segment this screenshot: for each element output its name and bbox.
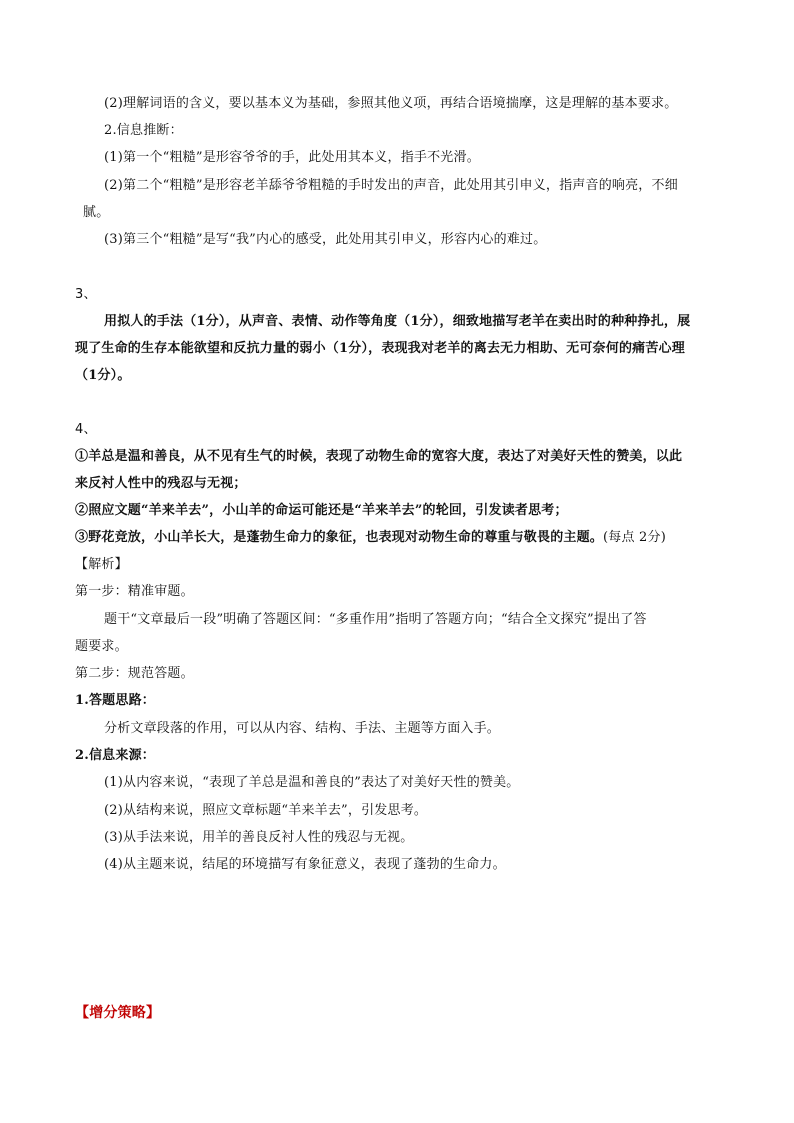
answer-approach-title: 1.答题思路： <box>75 693 155 708</box>
inference-item-1: (1)第一个“粗糙”是形容爷爷的手，此处用其本义，指手不光滑。 <box>104 150 480 165</box>
inference-item-2-line2: 腻。 <box>83 205 110 220</box>
info-source-item-2: (2)从结构来说，照应文章标题“羊来羊去”，引发思考。 <box>104 803 428 818</box>
analysis-title: 【解析】 <box>75 557 128 572</box>
analysis-step-2: 第二步：规范答题。 <box>75 666 194 681</box>
analysis-step-1-text-line1: 题干“文章最后一段”明确了答题区间：“多重作用”指明了答题方向；“结合全文探究”提出了答 <box>104 612 647 627</box>
question-3-number: 3、 <box>75 287 97 302</box>
question-4-answer-line3: ②照应文题“羊来羊去”，小山羊的命运可能还是“羊来羊去”的轮回，引发读者思考； <box>75 503 568 518</box>
question-4-answer-line1: ①羊总是温和善良，从不见有生气的时候，表现了动物生命的宽容大度，表达了对美好天性的赞美，以此 <box>75 449 683 464</box>
inference-item-3: (3)第三个“粗糙”是写“我”内心的感受，此处用其引申义，形容内心的难过。 <box>104 232 547 247</box>
question-3-answer-line3: （1分）。 <box>75 368 131 383</box>
info-source-item-4: (4)从主题来说，结尾的环境描写有象征意义，表现了蓬勃的生命力。 <box>104 857 506 872</box>
info-source-title: 2.信息来源： <box>75 748 155 763</box>
score-note: (每点 2分) <box>603 530 666 545</box>
analysis-step-1-text-line2: 题要求。 <box>75 639 128 654</box>
info-source-item-1: (1)从内容来说，“表现了羊总是温和善良的”表达了对美好天性的赞美。 <box>104 775 520 790</box>
paragraph-understanding-meaning: (2)理解词语的含义，要以基本义为基础，参照其他义项，再结合语境揣摩，这是理解的基本要求。 <box>104 96 678 111</box>
info-source-item-3: (3)从手法来说，用羊的善良反衬人性的残忍与无视。 <box>104 830 414 845</box>
question-4-answer-line2: 来反衬人性中的残忍与无视； <box>75 476 247 491</box>
score-strategy-heading: 【增分策略】 <box>75 1005 161 1021</box>
answer-approach-text: 分析文章段落的作用，可以从内容、结构、手法、主题等方面入手。 <box>104 721 501 736</box>
question-4-answer-line4 <box>75 530 666 546</box>
question-3-answer-line1: 用拟人的手法（1分），从声音、表情、动作等角度（1分），细致地描写老羊在卖出时的种种挣扎，展 <box>104 314 691 329</box>
question-4-answer-point3: ③野花竞放，小山羊长大，是蓬勃生命力的象征，也表现对动物生命的尊重与敬畏的主题。 <box>75 530 604 545</box>
info-inference-title: 2.信息推断： <box>104 123 183 138</box>
analysis-step-1: 第一步：精准审题。 <box>75 584 194 599</box>
inference-item-2-line1: (2)第二个“粗糙”是形容老羊舔爷爷粗糙的手时发出的声音，此处用其引申义，指声音的响亮，不细 <box>104 178 678 193</box>
question-3-answer-line2: 现了生命的生存本能欲望和反抗力量的弱小（1分），表现我对老羊的离去无力相助、无可奈何的痛苦心理 <box>75 341 685 356</box>
question-4-number: 4、 <box>75 422 97 437</box>
